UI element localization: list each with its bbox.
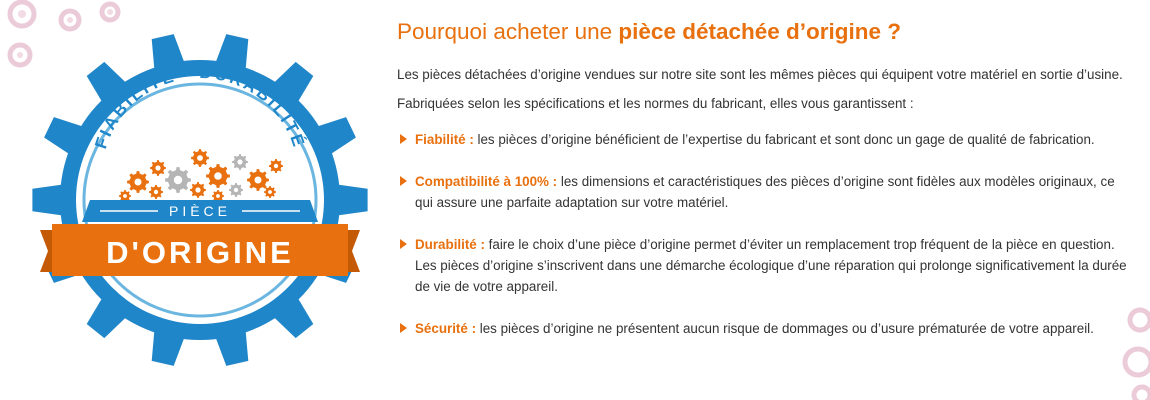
arrow-right-icon (400, 134, 407, 144)
benefit-term: Durabilité : (415, 237, 485, 252)
benefit-term: Fiabilité : (415, 132, 474, 147)
gear-hole (234, 188, 238, 192)
gear-hole (195, 187, 200, 192)
title-prefix: Pourquoi acheter une (397, 19, 619, 44)
arrow-right-icon (400, 323, 407, 333)
gear-hole (174, 176, 182, 184)
badge-arc-text: FIABILITÉ - DURABILITÉ (91, 62, 309, 152)
gear-hole (214, 172, 222, 180)
gear-hole (255, 177, 262, 184)
gear-hole (237, 159, 242, 164)
intro-paragraph: Les pièces détachées d’origine vendues sur notre site sont les mêmes pièces qui équipent votre matériel en sortie d’usine. (397, 67, 1123, 82)
benefit-text: les pièces d’origine ne présentent aucun risque de dommages ou d’usure prématurée de votre appareil. (476, 321, 1094, 336)
badge-piece-label: PIÈCE (168, 203, 232, 219)
title-highlight: pièce détachée d’origine ? (618, 19, 902, 44)
gear-hole (274, 164, 278, 168)
benefit-text: les pièces d’origine bénéficient de l’expertise du fabricant et sont donc un gage de qualité de fabrication. (473, 132, 1095, 147)
gear-hole (216, 194, 220, 198)
list-item (397, 234, 1132, 297)
gear-hole (123, 194, 127, 198)
benefit-term: Sécurité : (415, 321, 477, 336)
gear-hole (155, 165, 160, 170)
arrow-right-icon (400, 239, 407, 249)
benefit-text: les dimensions et caractéristiques des pièces d’origine sont fidèles aux modèles originaux, ce qui assure une parfaite adaptation sur votre matériel. (415, 174, 1115, 210)
gear-hole (197, 155, 203, 161)
guarantee-paragraph: Fabriquées selon les spécifications et les normes du fabricant, elles vous garantissent : (397, 96, 914, 111)
gear-hole (268, 190, 272, 194)
arrow-right-icon (400, 176, 407, 186)
list-item (397, 129, 1132, 150)
gear-hole (135, 179, 142, 186)
benefits-list (397, 129, 1132, 339)
main-content (397, 15, 1132, 339)
origin-badge (30, 20, 370, 380)
list-item (397, 318, 1132, 339)
gear-hole (154, 190, 158, 194)
list-item (397, 171, 1132, 213)
benefit-text: faire le choix d’une pièce d’origine permet d’éviter un remplacement trop fréquent de la pièce en question. Les pièces d’origine s’inscrivent dans une démarche écologique d’une réparation qui prolonge significativement la durée de vie de votre appareil. (415, 237, 1127, 294)
page-title (397, 15, 1132, 49)
benefit-term: Compatibilité à 100% : (415, 174, 558, 189)
badge-origin-label: D'ORIGINE (106, 235, 294, 270)
